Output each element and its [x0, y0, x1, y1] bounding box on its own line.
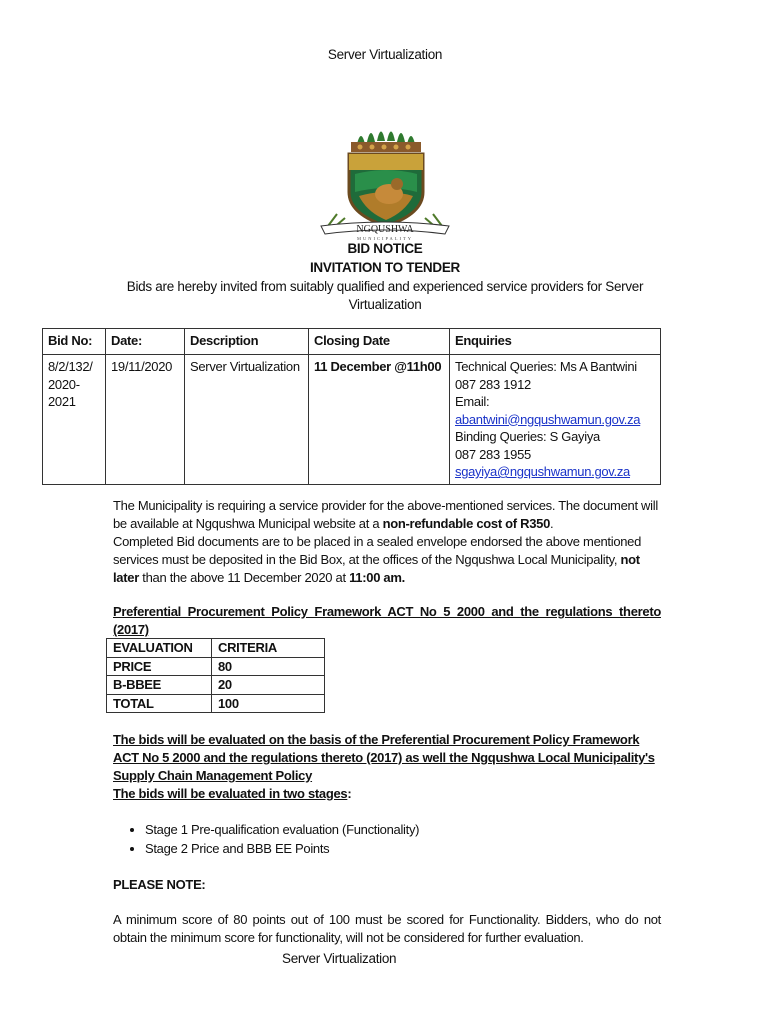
header-enquiries: Enquiries [450, 329, 661, 355]
header-date: Date: [106, 329, 185, 355]
evaluation-basis [113, 731, 661, 803]
eval-row [107, 676, 325, 695]
technical-phone: 087 283 1912 [455, 376, 531, 392]
logo-subtext: MUNICIPALITY [356, 236, 414, 241]
evaluation-basis-text: The bids will be evaluated on the basis of the Preferential Procurement Policy Framework ACT No 5 2000 and the regulations thereto (2017) as well the Ngqushwa Local Municipality's Supply Chain Management Policy [113, 732, 655, 783]
bid-date: 19/11/2020 [106, 355, 185, 485]
stages-list [113, 820, 419, 858]
two-stages-text: The bids will be evaluated in two stages [113, 786, 348, 801]
eval-row [107, 639, 325, 658]
coat-of-arms-icon [315, 122, 455, 242]
binding-queries: Binding Queries: S Gayiya [455, 429, 600, 444]
header-description: Description [185, 329, 309, 355]
list-item: • Stage 2 Price and BBB EE Points [145, 839, 419, 858]
binding-phone: 087 283 1955 [455, 446, 531, 462]
page-footer-title: Server Virtualization [282, 951, 397, 966]
bid-table [42, 328, 661, 485]
eval-cell: CRITERIA [212, 639, 325, 658]
enquiries-cell [450, 355, 661, 485]
eval-cell: B-BBEE [107, 676, 212, 695]
minimum-score-paragraph: A minimum score of 80 points out of 100 must be scored for Functionality. Bidders, who do not obtain the minimum score for functionality, will not be considered for further evaluation. [113, 912, 661, 945]
bid-table-row [43, 355, 661, 485]
bid-description: Server Virtualization [185, 355, 309, 485]
technical-queries: Technical Queries: Ms A Bantwini [455, 359, 637, 374]
page-header-title: Server Virtualization [327, 47, 443, 62]
deadline-text: than the above 11 December 2020 at [138, 570, 350, 585]
email-label: Email: [455, 394, 490, 409]
bid-table-header-row [43, 329, 661, 355]
eval-cell: 100 [212, 694, 325, 713]
header-bid-no: Bid No: [43, 329, 106, 355]
evaluation-table [106, 638, 325, 713]
closing-date: 11 December @11h00 [309, 355, 450, 485]
ppf-heading: Preferential Procurement Policy Framework ACT No 5 2000 and the regulations thereto (2017) [113, 604, 661, 637]
bid-number: 8/2/132/ 2020- 2021 [43, 355, 106, 485]
deadline-time: 11:00 am. [349, 570, 405, 585]
technical-email-link[interactable]: abantwini@ngqushwamun.gov.za [455, 411, 641, 427]
availability-paragraph [113, 497, 661, 587]
invitation-heading: INVITATION TO TENDER [309, 260, 460, 275]
cost-text: non-refundable cost of R350 [382, 516, 551, 531]
deposit-text: Completed Bid documents are to be placed in a sealed envelope endorsed the above mentioned services must be deposited in the Bid Box, at the offices of the Ngqushwa Local Municipality, [113, 534, 642, 567]
eval-cell: EVALUATION [107, 639, 212, 658]
availability-text: The Municipality is requiring a service provider for the above-mentioned services. The document will be available at Ngqushwa Municipal website at a [113, 498, 658, 531]
eval-row [107, 657, 325, 676]
eval-cell: TOTAL [107, 694, 212, 713]
logo-text: NGQUSHWA [356, 224, 414, 235]
colon: : [347, 786, 352, 801]
eval-row [107, 694, 325, 713]
invitation-intro: Bids are hereby invited from suitably qualified and experienced service providers for Server Virtualization [126, 279, 644, 312]
eval-cell: PRICE [107, 657, 212, 676]
binding-email-link[interactable]: sgayiya@ngqushwamun.gov.za [455, 464, 630, 479]
list-item: • Stage 1 Pre-qualification evaluation (Functionality) [145, 820, 419, 839]
eval-cell: 80 [212, 657, 325, 676]
municipality-logo [315, 122, 455, 242]
not-later-text: not later [113, 552, 640, 585]
bid-notice-heading: BID NOTICE [347, 241, 423, 256]
eval-cell: 20 [212, 676, 325, 695]
period: . [550, 516, 554, 531]
please-note-heading: PLEASE NOTE: [113, 877, 206, 892]
header-closing-date: Closing Date [309, 329, 450, 355]
